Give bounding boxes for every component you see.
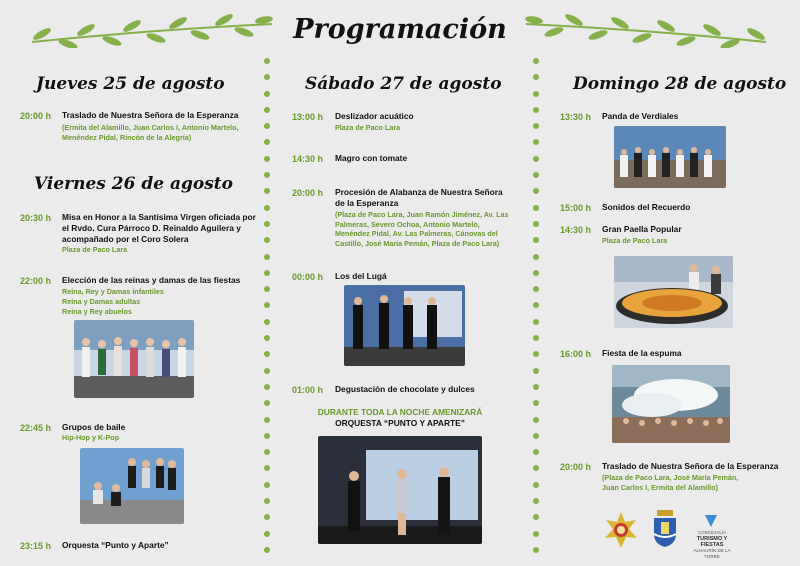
event-title: Grupos de baile [62,422,126,432]
separator-dot [264,449,270,455]
separator-dot [533,335,539,341]
separator-dot [264,286,270,292]
separator-dot [533,91,539,97]
separator-dot [264,498,270,504]
separator-dot [533,270,539,276]
separator-dot [264,335,270,341]
separator-dot [264,107,270,113]
event-time: 01:00 h [292,385,324,395]
separator-dot [264,221,270,227]
event-time: 16:00 h [560,349,592,359]
event-details-line: Reina y Rey abuelos [62,307,132,316]
separator-dot [533,205,539,211]
separator-dot [533,514,539,520]
sunday-heading: Domingo 28 de agosto [573,74,787,94]
separator-dot [533,417,539,423]
event-details: (Ermita del Alamillo, Juan Carlos I, Antonio Martelo, Menéndez Pidal, Rincón de la Alegría) [62,123,239,142]
separator-dot [264,514,270,520]
event-title: Magro con tomate [335,153,408,163]
event-time: 13:00 h [292,112,324,122]
event-time: 20:00 h [292,188,324,198]
orchestra-photo [318,436,482,544]
separator-dot [533,58,539,64]
event-details: (Plaza de Paco Lara, Juan Ramón Jiménez, Av. Las Palmeras, Severo Ochoa, Antonio Martelo, Menéndez Pidal, Av. Las Palmeras, Cánovas del Castillo, José María Pemán, Plaza de Paco Lara) [335,210,509,248]
separator-dot [533,531,539,537]
tourism-line-3: ALHAURÍN DE LA TORRE [693,548,731,559]
separator-dot [533,368,539,374]
event-title: Orquesta “Punto y Aparte” [62,540,169,550]
separator-dot [264,465,270,471]
tourism-logo-icon [704,514,718,528]
separator-dot [533,172,539,178]
separator-dot [264,123,270,129]
separator-dot [264,547,270,553]
event-time: 20:00 h [20,111,52,121]
separator-dot [264,482,270,488]
separator-dot [264,254,270,260]
queens-photo [74,320,194,398]
column-separator-left [264,58,270,563]
event-details-line: Reina y Damas adultas [62,297,141,306]
separator-dot [264,188,270,194]
separator-dot [533,482,539,488]
separator-dot [533,156,539,162]
separator-dot [533,449,539,455]
event-title: Elección de las reinas y damas de las fiestas [62,275,241,285]
emblem-icon [602,510,640,550]
separator-dot [264,351,270,357]
separator-dot [264,139,270,145]
separator-dot [264,302,270,308]
event-time: 14:30 h [560,225,592,235]
separator-dot [264,58,270,64]
event-details: Plaza de Paco Lara [602,236,668,245]
event-time: 20:00 h [560,462,592,472]
separator-dot [264,270,270,276]
separator-dot [533,351,539,357]
friday-heading: Viernes 26 de agosto [34,174,233,194]
separator-dot [264,368,270,374]
event-title: Fiesta de la espuma [602,348,682,358]
event-details: (Plaza de Paco Lara, José María Pemán, Juan Carlos I, Ermita del Alamillo) [602,473,739,492]
separator-dot [533,74,539,80]
separator-dot [533,139,539,145]
separator-dot [264,531,270,537]
event-details: Plaza de Paco Lara [335,123,401,132]
separator-dot [533,498,539,504]
verdiales-photo [614,126,726,188]
event-title: Misa en Honor a la Santísima Virgen oficiada por el Rvdo. Cura Párroco D. Reinaldo Aguilera y acompañado por el Coro Solera [62,212,256,244]
event-time: 22:00 h [20,276,52,286]
separator-dot [533,188,539,194]
tourism-line-2: TURISMO Y FIESTAS [696,536,728,548]
event-title: Procesión de Alabanza de Nuestra Señora de la Esperanza [335,187,503,208]
separator-dot [533,302,539,308]
separator-dot [264,74,270,80]
event-details: Hip-Hop y K-Pop [62,433,120,442]
separator-dot [264,433,270,439]
separator-dot [533,547,539,553]
event-time: 14:30 h [292,154,324,164]
separator-dot [264,156,270,162]
separator-dot [533,123,539,129]
separator-dot [264,172,270,178]
separator-dot [533,107,539,113]
separator-dot [264,400,270,406]
separator-dot [533,319,539,325]
separator-dot [533,237,539,243]
separator-dot [533,433,539,439]
event-title: Traslado de Nuestra Señora de la Esperanza [62,110,239,120]
tourism-line-1: CONCEJALÍA [697,530,727,535]
event-title: Traslado de Nuestra Señora de la Esperanza [602,461,779,471]
event-time: 22:45 h [20,423,52,433]
separator-dot [264,319,270,325]
night-note: DURANTE TODA LA NOCHE AMENIZARÁ [317,407,483,417]
event-time: 00:00 h [292,272,324,282]
separator-dot [533,254,539,260]
separator-dot [264,384,270,390]
separator-dot [533,221,539,227]
event-time: 15:00 h [560,203,592,213]
separator-dot [533,286,539,292]
separator-dot [264,91,270,97]
night-band: ORQUESTA “PUNTO Y APARTE” [335,418,465,428]
event-title: Gran Paella Popular [602,224,682,234]
separator-dot [264,417,270,423]
coat-of-arms-icon [652,510,678,548]
event-title: Panda de Verdiales [602,111,679,121]
separator-dot [264,237,270,243]
event-time: 13:30 h [560,112,592,122]
event-details-line: Reina, Rey y Damas infantiles [62,287,164,296]
event-time: 23:15 h [20,541,52,551]
event-title: Los del Lugá [335,271,387,281]
event-title: Degustación de chocolate y dulces [335,384,475,394]
separator-dot [264,205,270,211]
column-separator-right [533,58,539,563]
separator-dot [533,400,539,406]
paella-photo [614,256,733,328]
saturday-heading: Sábado 27 de agosto [305,74,502,94]
tourism-logo-text [686,530,738,560]
los-del-luga-photo [344,285,465,366]
foam-party-photo [612,365,730,443]
separator-dot [533,384,539,390]
event-time: 20:30 h [20,213,52,223]
separator-dot [533,465,539,471]
event-title: Sonidos del Recuerdo [602,202,691,212]
page-title: Programación [293,14,507,45]
dance-group-photo [80,448,184,524]
thursday-heading: Jueves 25 de agosto [36,74,225,94]
event-title: Deslizador acuático [335,111,414,121]
event-details: Plaza de Paco Lara [62,245,128,254]
